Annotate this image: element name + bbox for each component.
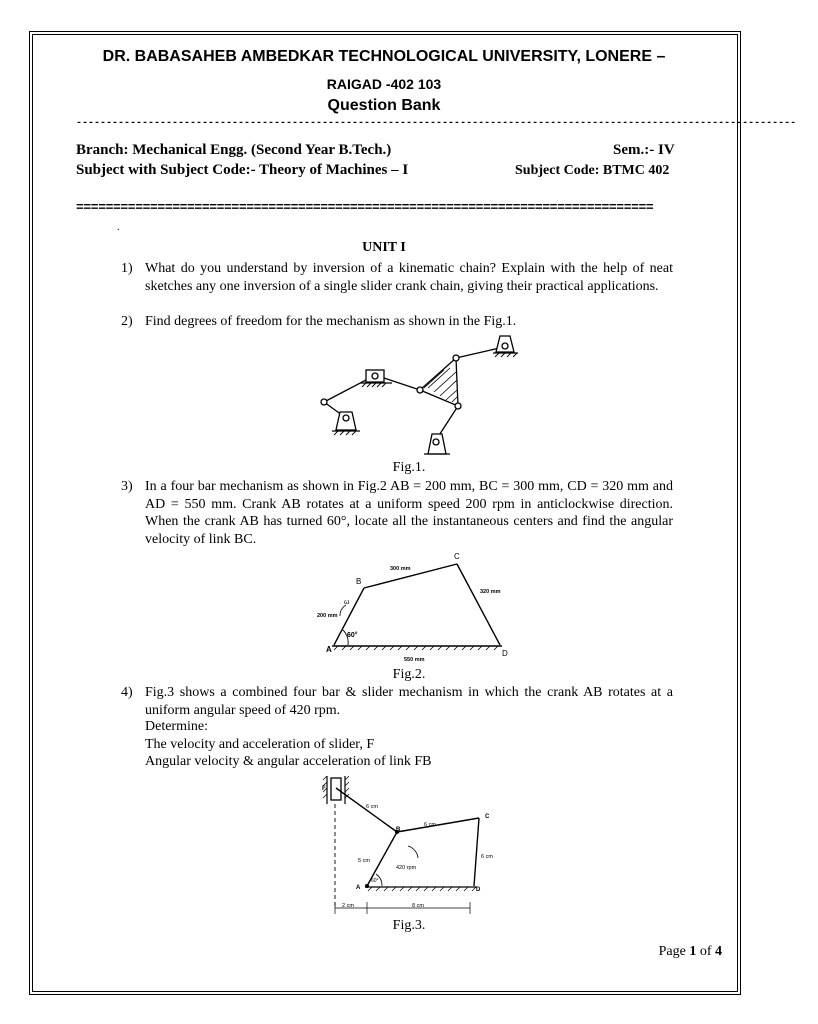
- fig3-ab-length: 5 cm: [358, 858, 370, 864]
- question-4-part-b: Angular velocity & angular acceleration of link FB: [145, 754, 432, 769]
- figure-3-caption: Fig.3.: [392, 918, 426, 933]
- question-4-determine: Determine:: [145, 719, 208, 734]
- figure-1-mechanism: [310, 332, 530, 457]
- question-text: Find degrees of freedom for the mechanism as shown in the Fig.1.: [145, 314, 517, 329]
- fig2-ad-length: 550 mm: [404, 657, 425, 663]
- fig2-omega: ω: [344, 599, 350, 606]
- page-total: 4: [715, 944, 722, 959]
- fig2-label-b: B: [356, 577, 362, 586]
- university-name: DR. BABASAHEB AMBEDKAR TECHNOLOGICAL UNIVERSITY, LONERE –: [102, 48, 666, 65]
- semester-label: Sem.:- IV: [613, 142, 675, 158]
- question-text: In a four bar mechanism as shown in Fig.2 AB = 200 mm, BC = 300 mm, CD = 320 mm and AD = 550 mm. Crank AB rotates at a uniform speed 200 rpm in anticlockwise direction. When the crank AB has turned 60°, locate all the instantaneous centers and find the angular velocity of link BC.: [145, 479, 673, 547]
- question-4-part-a: The velocity and acceleration of slider, F: [145, 737, 375, 752]
- question-text: What do you understand by inversion of a kinematic chain? Explain with the help of neat sketches any one inversion of a single slider crank chain, giving their practical applications.: [145, 261, 673, 294]
- fig2-label-c: C: [454, 552, 460, 561]
- fig3-label-d: D: [476, 887, 481, 893]
- dash-divider: ------------------------------------------------------------------------------------------------------------------------: [76, 118, 797, 129]
- question-text: Fig.3 shows a combined four bar & slider mechanism in which the crank AB rotates at a uniform angular speed of 420 rpm.: [145, 685, 673, 718]
- branch-label: Branch: Mechanical Engg. (Second Year B.Tech.): [76, 142, 392, 158]
- fig2-cd-length: 320 mm: [480, 589, 501, 595]
- page-number: [659, 944, 722, 960]
- fig3-bc-length: 6 cm: [424, 822, 436, 828]
- fig2-bc-length: 300 mm: [390, 566, 411, 572]
- fig3-label-c: C: [485, 814, 490, 820]
- fig3-label-b: B: [396, 827, 401, 833]
- fig3-label-a: A: [356, 885, 361, 891]
- question-number: 3): [121, 479, 133, 494]
- figure-2-four-bar: [312, 550, 524, 666]
- fig2-label-d: D: [502, 649, 508, 658]
- subject-label: Subject with Subject Code:- Theory of Machines – I: [76, 162, 409, 178]
- fig3-offset: 2 cm: [342, 903, 354, 909]
- figure-3-combined-mechanism: [322, 774, 504, 918]
- page-prefix: Page: [658, 944, 690, 959]
- unit-heading: UNIT I: [362, 240, 406, 255]
- figure-1-caption: Fig.1.: [392, 460, 426, 475]
- stray-dot: .: [117, 222, 120, 233]
- question-number: 2): [121, 314, 133, 329]
- fig3-label-f: F: [322, 786, 326, 792]
- page-of: of: [696, 944, 715, 959]
- equals-divider: ==============================================================================: [76, 200, 654, 215]
- fig3-ad-length: 8 cm: [412, 903, 424, 909]
- question-3: [121, 478, 673, 548]
- question-1: [121, 260, 673, 295]
- question-number: 4): [121, 685, 133, 700]
- question-number: 1): [121, 261, 133, 276]
- fig3-fb-length: 6 cm: [366, 804, 378, 810]
- fig2-label-a: A: [326, 645, 332, 654]
- page-current: 1: [689, 944, 697, 959]
- figure-2-caption: Fig.2.: [392, 667, 426, 682]
- fig3-cd-length: 6 cm: [481, 854, 493, 860]
- question-4: [121, 684, 673, 719]
- fig3-angle: 60°: [371, 878, 379, 884]
- document-title: Question Bank: [327, 97, 441, 114]
- fig2-angle: 60°: [347, 632, 358, 639]
- question-2: [121, 313, 673, 331]
- fig3-rpm: 420 rpm: [396, 865, 417, 871]
- fig2-ab-length: 200 mm: [317, 613, 338, 619]
- university-address: RAIGAD -402 103: [326, 76, 442, 92]
- subject-code-label: Subject Code: BTMC 402: [515, 163, 670, 178]
